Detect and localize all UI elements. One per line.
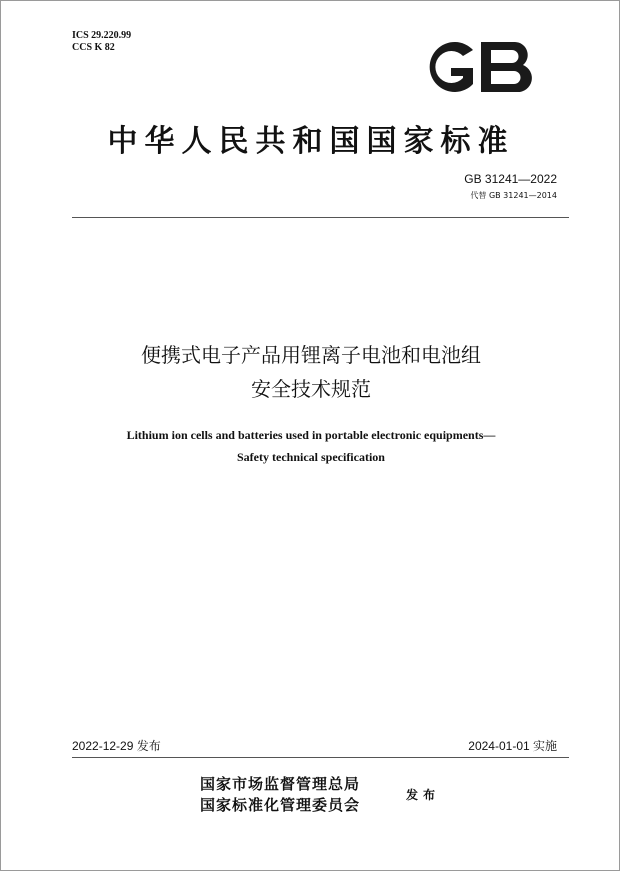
issuer-samr: 国家市场监督管理总局 (200, 775, 361, 793)
issuer-sac: 国家标准化管理委员会 (200, 796, 361, 814)
title-en-line1: Lithium ion cells and batteries used in portable electronic equipments— (126, 428, 496, 442)
header-divider (72, 217, 569, 218)
gb-logo-b (481, 42, 532, 92)
ics-code: ICS 29.220.99 (72, 30, 132, 41)
footer-divider (72, 757, 569, 758)
title-zh-line1: 便携式电子产品用锂离子电池和电池组 (141, 343, 481, 367)
publish-label: 发布 (406, 788, 441, 802)
gb-logo-text: GB (417, 38, 419, 39)
title-en-line2: Safety technical specification (237, 450, 385, 464)
title-zh-line2: 安全技术规范 (251, 377, 371, 401)
gb-logo-g (430, 42, 473, 92)
replaces-standard: 代替 GB 31241—2014 (470, 191, 557, 200)
implementation-date: 2024-01-01 实施 (468, 739, 557, 753)
gb-logo (417, 38, 539, 96)
standard-number: GB 31241—2022 (464, 172, 557, 186)
issue-date: 2022-12-29 发布 (72, 739, 161, 753)
country-standard-title: 中华人民共和国国家标准 (107, 124, 515, 159)
ccs-code: CCS K 82 (72, 42, 115, 53)
